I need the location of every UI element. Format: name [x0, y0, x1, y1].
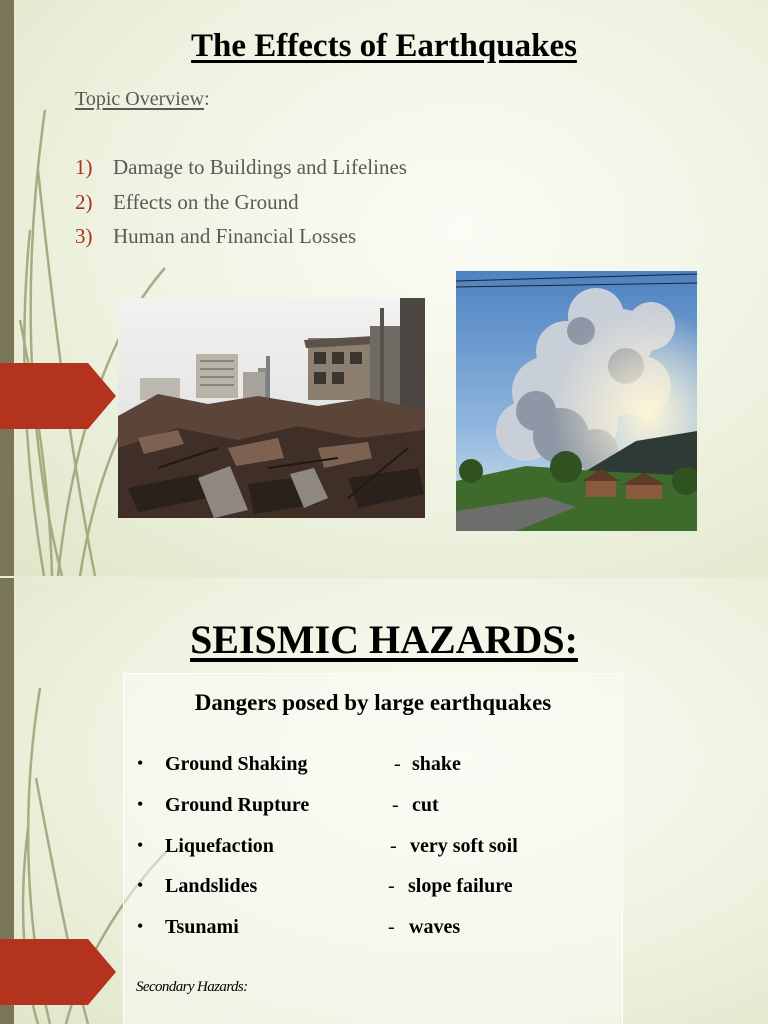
topic-list: [75, 155, 407, 259]
topic-item: 2) Effects on the Ground: [75, 189, 299, 214]
hazard-item: • Ground Rupture - cut: [137, 794, 439, 816]
topic-item: 1) Damage to Buildings and Lifelines: [75, 155, 407, 179]
hazard-item: • Tsunami - waves: [137, 916, 461, 938]
hazard-item: • Landslides - slope failure: [137, 875, 513, 897]
box-heading: Dangers posed by large earthquakes: [194, 690, 552, 715]
slide-title: The Effects of Earthquakes: [191, 28, 577, 64]
slide-seismic-hazards: [0, 578, 768, 1024]
red-arrow-tab: [0, 939, 120, 1005]
slide-title: SEISMIC HAZARDS:: [190, 617, 578, 662]
hazard-item: • Liquefaction - very soft soil: [137, 835, 518, 857]
hazard-list-box: [123, 673, 623, 1024]
topic-overview-label: Topic Overview:: [75, 88, 210, 110]
secondary-hazards-label: Secondary Hazards:: [136, 979, 248, 995]
volcanic-ash-cloud-photo: [456, 271, 697, 531]
topic-item: 3) Human and Financial Losses: [75, 224, 357, 248]
red-arrow-tab: [0, 363, 120, 429]
earthquake-rubble-photo: [118, 298, 425, 518]
hazard-item: • Ground Shaking - shake: [137, 753, 461, 775]
